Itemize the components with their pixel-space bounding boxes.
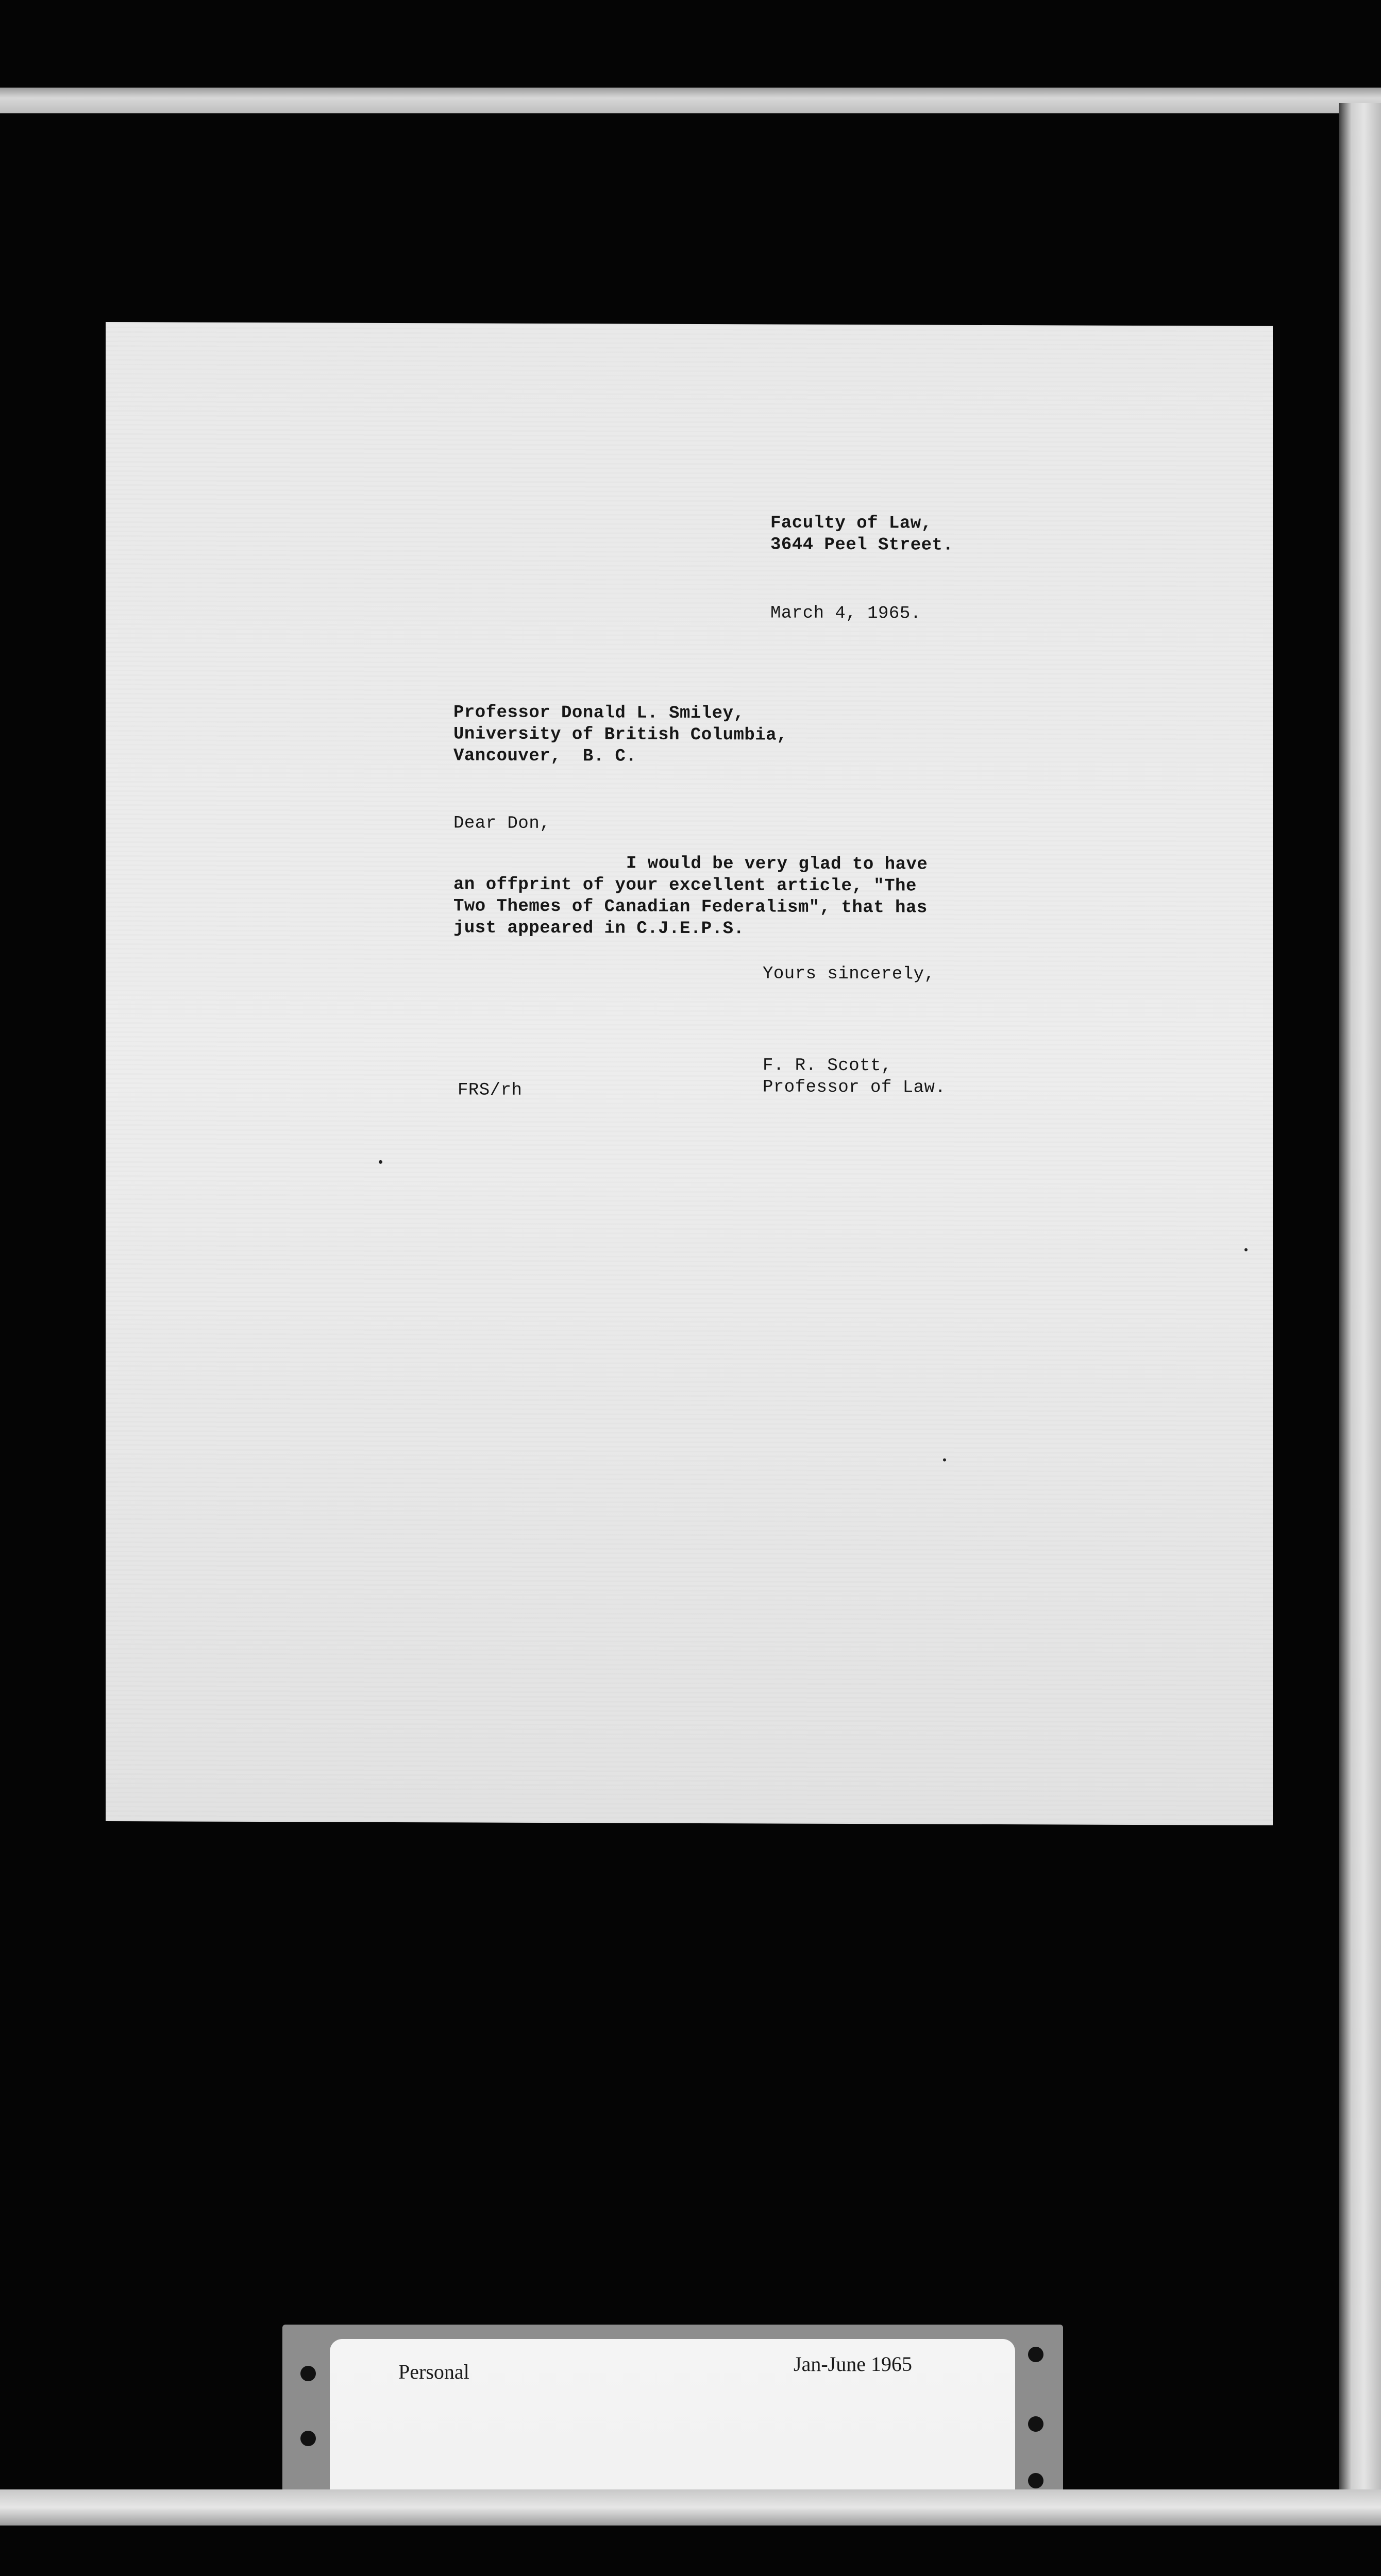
sender-address-line2: 3644 Peel Street. xyxy=(770,535,954,555)
film-strip-top-edge xyxy=(0,88,1381,113)
paper-speck xyxy=(943,1459,946,1462)
punch-hole xyxy=(1028,2416,1043,2432)
punch-hole xyxy=(300,2366,316,2381)
signer-name: F. R. Scott, xyxy=(763,1056,892,1076)
paper-speck xyxy=(379,1160,382,1164)
letter-date: March 4, 1965. xyxy=(770,603,921,624)
punch-hole xyxy=(300,2431,316,2446)
letter-sheet xyxy=(106,322,1273,1825)
recipient-line2: University of British Columbia, xyxy=(453,724,788,745)
film-strip-bottom-edge xyxy=(0,2489,1381,2526)
body-line1: I would be very glad to have xyxy=(626,854,928,875)
sender-address-line1: Faculty of Law, xyxy=(770,513,932,534)
recipient-line3: Vancouver, B. C. xyxy=(453,746,637,767)
punch-hole xyxy=(1028,2473,1043,2488)
punch-hole xyxy=(1028,2347,1043,2362)
closing: Yours sincerely, xyxy=(763,964,935,985)
film-strip-right-edge xyxy=(1339,103,1381,2504)
body-line4: just appeared in C.J.E.P.S. xyxy=(453,918,745,939)
signer-title: Professor of Law. xyxy=(763,1077,946,1098)
salutation: Dear Don, xyxy=(453,814,551,834)
body-line3: Two Themes of Canadian Federalism", that has xyxy=(453,896,928,918)
paper-speck xyxy=(1244,1248,1248,1251)
folder-date-range: Jan-June 1965 xyxy=(794,2352,912,2376)
recipient-line1: Professor Donald L. Smiley, xyxy=(453,703,745,724)
typist-initials: FRS/rh xyxy=(458,1080,523,1100)
folder-label: Personal xyxy=(398,2360,469,2383)
body-line2: an offprint of your excellent article, "The xyxy=(453,875,917,896)
